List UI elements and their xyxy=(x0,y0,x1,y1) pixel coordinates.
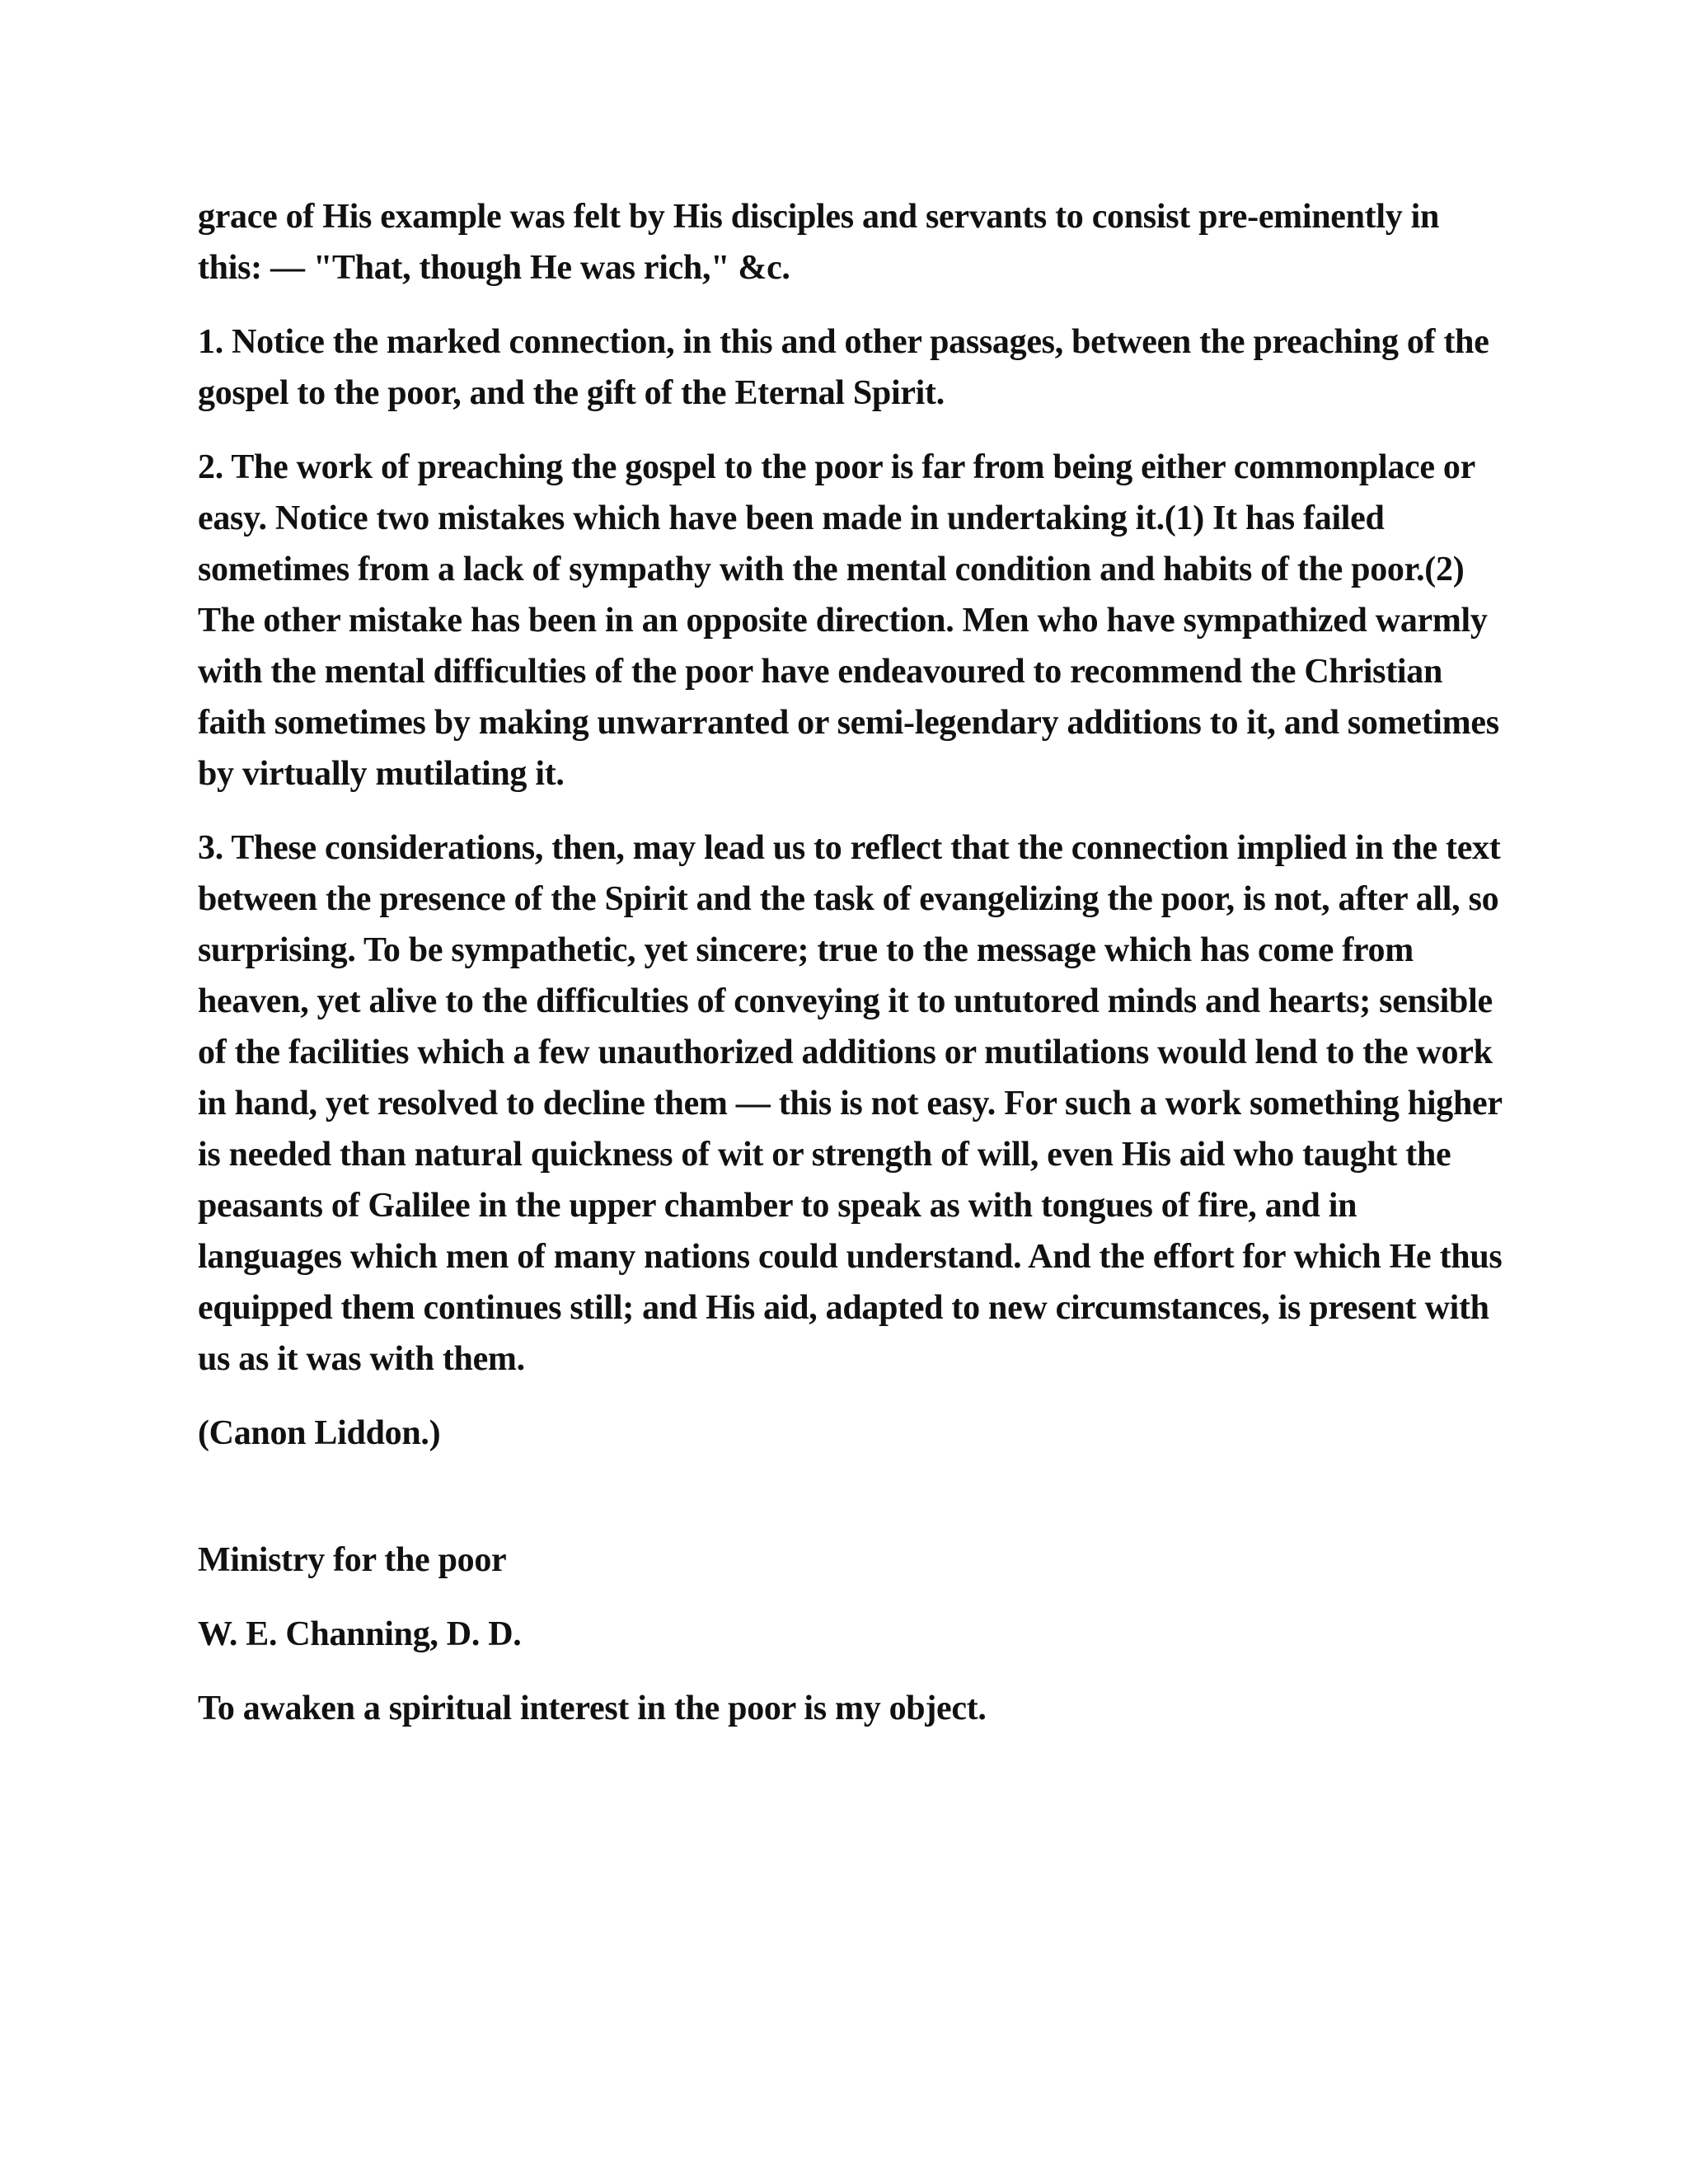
paragraph-continuation: grace of His example was felt by His disciples and servants to consist pre-eminently in this: — "That, though He was rich," &c. xyxy=(198,198,1440,287)
page-content xyxy=(198,191,1508,1757)
section-spacer xyxy=(198,1482,1508,1535)
paragraph-point-2: 2. The work of preaching the gospel to the poor is far from being either commonplace or easy. Notice two mistakes which have been made in undertaking it.(1) It has failed sometimes from a lack of sympathy with the mental condition and habits of the poor.(2) The other mistake has been in an opposite direction. Men who have sympathized warmly with the mental difficulties of the poor have endeavoured to recommend the Christian faith sometimes by making unwarranted or semi-legendary additions to it, and sometimes by virtually mutilating it. xyxy=(198,448,1499,793)
paragraph-point-3: 3. These considerations, then, may lead us to reflect that the connection implied in the text between the presence of the Spirit and the task of evangelizing the poor, is not, after all, so surprising. To be sympathetic, yet sincere; true to the message which has come from heaven, yet alive to the difficulties of conveying it to untutored minds and hearts; sensible of the facilities which a few unauthorized additions or mutilations would lend to the work in hand, yet resolved to decline them — this is not easy. For such a work something higher is needed than natural quickness of wit or strength of will, even His aid who taught the peasants of Galilee in the upper chamber to speak as with tongues of fire, and in languages which men of many nations could understand. And the effort for which He thus equipped them continues still; and His aid, adapted to new circumstances, is present with us as it was with them. xyxy=(198,829,1503,1378)
section-intro: To awaken a spiritual interest in the poor is my object. xyxy=(198,1690,987,1727)
paragraph-point-1: 1. Notice the marked connection, in this and other passages, between the preaching of the gospel to the poor, and the gift of the Eternal Spirit. xyxy=(198,323,1489,412)
attribution: (Canon Liddon.) xyxy=(198,1414,441,1452)
section-author: W. E. Channing, D. D. xyxy=(198,1615,522,1653)
section-title: Ministry for the poor xyxy=(198,1541,507,1579)
